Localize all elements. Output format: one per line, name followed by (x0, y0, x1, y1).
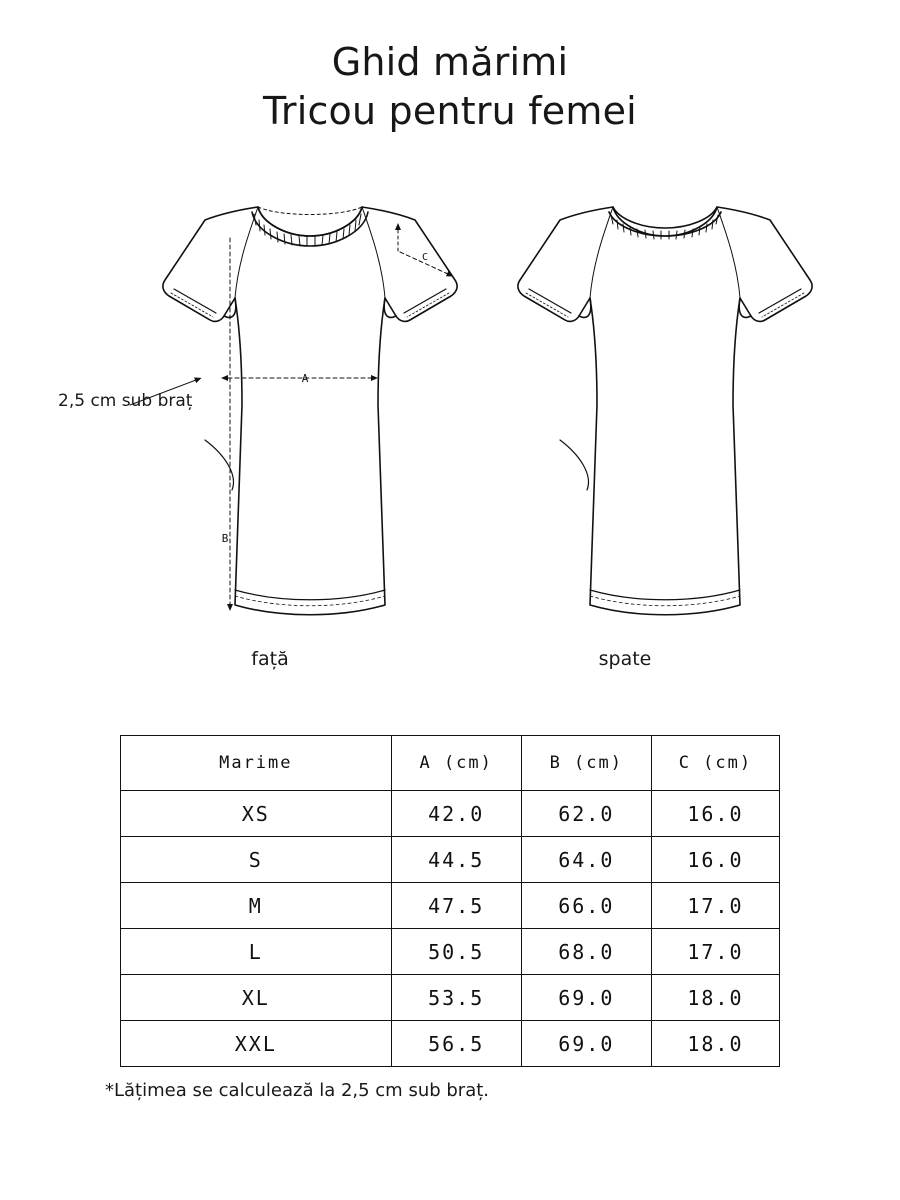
table-row (121, 975, 780, 1021)
cell-b: 64.0 (521, 837, 651, 883)
column-header-b: B (cm) (521, 736, 651, 791)
table-row (121, 883, 780, 929)
column-header-a: A (cm) (391, 736, 521, 791)
cell-a: 44.5 (391, 837, 521, 883)
cell-a: 42.0 (391, 791, 521, 837)
size-chart-table (120, 735, 780, 1067)
cell-c: 18.0 (651, 975, 779, 1021)
cell-size: XS (121, 791, 392, 837)
table-header-row (121, 736, 780, 791)
size-guide-illustration (0, 190, 900, 690)
cell-b: 66.0 (521, 883, 651, 929)
cell-b: 69.0 (521, 1021, 651, 1067)
underarm-note: 2,5 cm sub braț (58, 391, 193, 411)
table-row (121, 1021, 780, 1067)
footnote: *Lățimea se calculează la 2,5 cm sub braț. (105, 1080, 490, 1101)
back-view-caption: spate (598, 648, 652, 670)
measurement-label-b: B (221, 532, 229, 545)
tshirt-diagram-svg (0, 190, 900, 690)
measurement-label-c: C (421, 252, 429, 263)
page-title-line-2: Tricou pentru femei (263, 88, 637, 133)
tshirt-front-outline (163, 207, 457, 615)
cell-a: 56.5 (391, 1021, 521, 1067)
measurement-label-a: A (301, 372, 309, 385)
cell-c: 16.0 (651, 837, 779, 883)
front-view-caption: față (251, 648, 289, 670)
table-row (121, 791, 780, 837)
table-row (121, 929, 780, 975)
cell-c: 16.0 (651, 791, 779, 837)
cell-c: 18.0 (651, 1021, 779, 1067)
cell-size: M (121, 883, 392, 929)
cell-b: 68.0 (521, 929, 651, 975)
tshirt-back-outline (518, 207, 812, 615)
table-row (121, 837, 780, 883)
column-header-size: Marime (121, 736, 392, 791)
cell-c: 17.0 (651, 883, 779, 929)
cell-b: 62.0 (521, 791, 651, 837)
cell-b: 69.0 (521, 975, 651, 1021)
page-title (0, 38, 900, 135)
cell-size: L (121, 929, 392, 975)
cell-size: S (121, 837, 392, 883)
cell-size: XXL (121, 1021, 392, 1067)
cell-a: 47.5 (391, 883, 521, 929)
cell-a: 53.5 (391, 975, 521, 1021)
cell-c: 17.0 (651, 929, 779, 975)
cell-size: XL (121, 975, 392, 1021)
cell-a: 50.5 (391, 929, 521, 975)
column-header-c: C (cm) (651, 736, 779, 791)
page-title-line-1: Ghid mărimi (331, 40, 569, 84)
